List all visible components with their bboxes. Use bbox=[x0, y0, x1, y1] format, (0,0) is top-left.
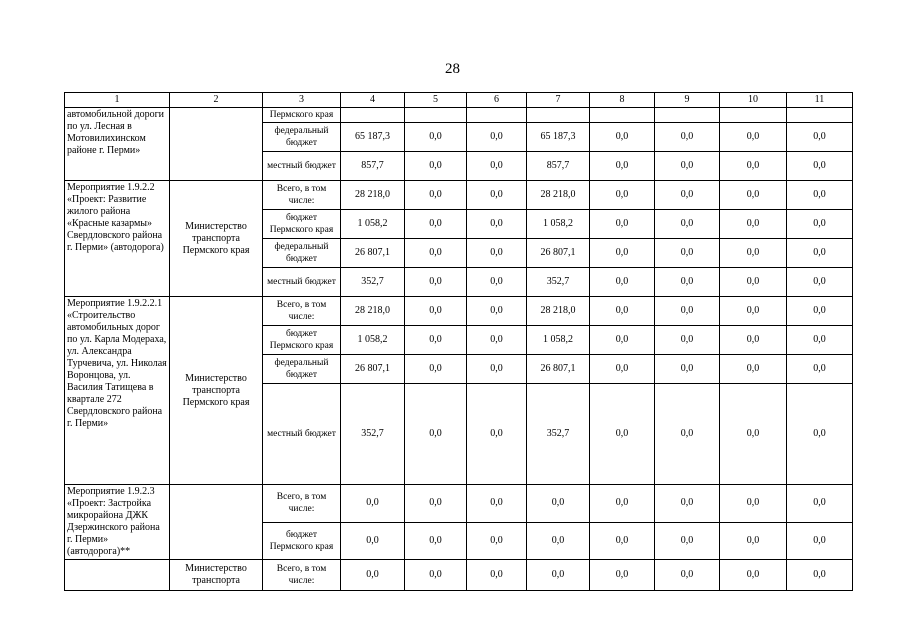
value-cell: 0,0 bbox=[655, 485, 720, 523]
value-cell: 0,0 bbox=[341, 485, 405, 523]
value-cell: 28 218,0 bbox=[341, 297, 405, 326]
responsible-executor: Министерство транспорта Пермского края bbox=[170, 181, 263, 297]
value-cell: 0,0 bbox=[720, 239, 787, 268]
value-cell: 0,0 bbox=[467, 210, 527, 239]
value-cell: 0,0 bbox=[405, 560, 467, 591]
value-cell: 0,0 bbox=[655, 326, 720, 355]
value-cell: 0,0 bbox=[467, 355, 527, 384]
value-cell: 0,0 bbox=[787, 560, 853, 591]
value-cell: 0,0 bbox=[405, 522, 467, 560]
funding-source: бюджет Пермского края bbox=[263, 210, 341, 239]
value-cell: 352,7 bbox=[527, 384, 590, 485]
funding-source: местный бюджет bbox=[263, 384, 341, 485]
value-cell: 0,0 bbox=[787, 210, 853, 239]
activity-name: Мероприятие 1.9.2.2 «Проект: Развитие жилого района «Красные казармы» Свердловского района г. Перми» (автодорога) bbox=[65, 181, 170, 297]
value-cell: 0,0 bbox=[787, 181, 853, 210]
value-cell: 0,0 bbox=[655, 123, 720, 152]
value-cell: 0,0 bbox=[720, 522, 787, 560]
value-cell: 0,0 bbox=[590, 355, 655, 384]
responsible-executor bbox=[170, 485, 263, 560]
value-cell: 0,0 bbox=[655, 181, 720, 210]
value-cell: 0,0 bbox=[590, 384, 655, 485]
value-cell: 0,0 bbox=[720, 268, 787, 297]
value-cell: 0,0 bbox=[720, 152, 787, 181]
value-cell: 0,0 bbox=[467, 152, 527, 181]
value-cell: 0,0 bbox=[467, 522, 527, 560]
responsible-executor: Министерство транспорта Пермского края bbox=[170, 297, 263, 485]
value-cell: 0,0 bbox=[787, 152, 853, 181]
value-cell bbox=[590, 108, 655, 123]
value-cell: 0,0 bbox=[720, 560, 787, 591]
budget-table bbox=[64, 92, 853, 591]
value-cell: 26 807,1 bbox=[527, 355, 590, 384]
value-cell: 0,0 bbox=[590, 123, 655, 152]
value-cell: 0,0 bbox=[405, 181, 467, 210]
value-cell: 0,0 bbox=[467, 384, 527, 485]
funding-source: местный бюджет bbox=[263, 152, 341, 181]
value-cell: 0,0 bbox=[655, 239, 720, 268]
funding-source: Всего, в том числе: bbox=[263, 181, 341, 210]
value-cell: 0,0 bbox=[405, 297, 467, 326]
table-row bbox=[65, 297, 853, 326]
value-cell: 0,0 bbox=[341, 522, 405, 560]
value-cell: 0,0 bbox=[787, 297, 853, 326]
value-cell: 0,0 bbox=[405, 152, 467, 181]
table-row bbox=[65, 181, 853, 210]
value-cell bbox=[527, 108, 590, 123]
value-cell: 0,0 bbox=[787, 326, 853, 355]
value-cell: 0,0 bbox=[590, 485, 655, 523]
value-cell: 0,0 bbox=[655, 522, 720, 560]
value-cell: 857,7 bbox=[341, 152, 405, 181]
value-cell: 0,0 bbox=[590, 268, 655, 297]
value-cell: 0,0 bbox=[787, 239, 853, 268]
value-cell bbox=[720, 108, 787, 123]
value-cell: 28 218,0 bbox=[527, 181, 590, 210]
value-cell: 0,0 bbox=[467, 181, 527, 210]
value-cell: 0,0 bbox=[405, 123, 467, 152]
value-cell: 0,0 bbox=[467, 485, 527, 523]
value-cell: 0,0 bbox=[405, 485, 467, 523]
funding-source: Всего, в том числе: bbox=[263, 297, 341, 326]
value-cell bbox=[405, 108, 467, 123]
value-cell: 0,0 bbox=[590, 239, 655, 268]
value-cell: 0,0 bbox=[405, 384, 467, 485]
value-cell bbox=[787, 108, 853, 123]
value-cell: 1 058,2 bbox=[527, 210, 590, 239]
value-cell: 0,0 bbox=[655, 152, 720, 181]
value-cell: 0,0 bbox=[720, 355, 787, 384]
value-cell: 0,0 bbox=[787, 522, 853, 560]
activity-name: Мероприятие 1.9.2.2.1 «Строительство автомобильных дорог по ул. Карла Модераха, ул. Александра Турчевича, ул. Николая Воронцова, ул. Василия Татищева в квартале 272 Свердловского района г. Перми» bbox=[65, 297, 170, 485]
value-cell: 0,0 bbox=[720, 384, 787, 485]
value-cell: 0,0 bbox=[590, 560, 655, 591]
value-cell: 0,0 bbox=[655, 560, 720, 591]
value-cell: 0,0 bbox=[787, 355, 853, 384]
value-cell: 0,0 bbox=[720, 297, 787, 326]
value-cell: 0,0 bbox=[787, 123, 853, 152]
value-cell: 0,0 bbox=[720, 485, 787, 523]
value-cell: 0,0 bbox=[720, 326, 787, 355]
header-cell: 6 bbox=[467, 93, 527, 108]
value-cell: 0,0 bbox=[405, 268, 467, 297]
value-cell: 352,7 bbox=[527, 268, 590, 297]
value-cell bbox=[341, 108, 405, 123]
table-row bbox=[65, 485, 853, 523]
funding-source: местный бюджет bbox=[263, 268, 341, 297]
value-cell: 1 058,2 bbox=[341, 326, 405, 355]
value-cell: 857,7 bbox=[527, 152, 590, 181]
value-cell: 0,0 bbox=[787, 268, 853, 297]
value-cell: 1 058,2 bbox=[341, 210, 405, 239]
header-cell: 5 bbox=[405, 93, 467, 108]
funding-source: федеральный бюджет bbox=[263, 239, 341, 268]
funding-source: бюджет Пермского края bbox=[263, 326, 341, 355]
responsible-executor: Министерство транспорта bbox=[170, 560, 263, 591]
funding-source: федеральный бюджет bbox=[263, 355, 341, 384]
value-cell: 0,0 bbox=[405, 210, 467, 239]
header-cell: 2 bbox=[170, 93, 263, 108]
value-cell: 0,0 bbox=[655, 384, 720, 485]
value-cell: 0,0 bbox=[720, 210, 787, 239]
value-cell: 0,0 bbox=[527, 560, 590, 591]
page-number: 28 bbox=[445, 61, 460, 77]
responsible-executor bbox=[170, 108, 263, 181]
funding-source: Всего, в том числе: bbox=[263, 485, 341, 523]
value-cell: 0,0 bbox=[655, 355, 720, 384]
value-cell: 0,0 bbox=[405, 239, 467, 268]
value-cell: 0,0 bbox=[590, 181, 655, 210]
value-cell: 0,0 bbox=[467, 268, 527, 297]
value-cell: 0,0 bbox=[720, 181, 787, 210]
funding-source: Всего, в том числе: bbox=[263, 560, 341, 591]
header-cell: 3 bbox=[263, 93, 341, 108]
value-cell: 0,0 bbox=[590, 152, 655, 181]
value-cell: 1 058,2 bbox=[527, 326, 590, 355]
value-cell: 0,0 bbox=[655, 297, 720, 326]
value-cell: 0,0 bbox=[655, 268, 720, 297]
header-row bbox=[65, 93, 853, 108]
value-cell: 0,0 bbox=[527, 522, 590, 560]
value-cell: 0,0 bbox=[405, 326, 467, 355]
value-cell: 0,0 bbox=[467, 326, 527, 355]
value-cell: 352,7 bbox=[341, 268, 405, 297]
funding-source: бюджет Пермского края bbox=[263, 522, 341, 560]
table-row bbox=[65, 560, 853, 591]
value-cell: 0,0 bbox=[341, 560, 405, 591]
value-cell: 0,0 bbox=[720, 123, 787, 152]
value-cell: 26 807,1 bbox=[341, 239, 405, 268]
value-cell: 0,0 bbox=[467, 239, 527, 268]
value-cell: 0,0 bbox=[405, 355, 467, 384]
value-cell: 0,0 bbox=[590, 210, 655, 239]
value-cell: 0,0 bbox=[467, 123, 527, 152]
value-cell: 0,0 bbox=[787, 485, 853, 523]
activity-name: автомобильной дороги по ул. Лесная в Мотовилихинском районе г. Перми» bbox=[65, 108, 170, 181]
value-cell: 28 218,0 bbox=[527, 297, 590, 326]
header-cell: 8 bbox=[590, 93, 655, 108]
value-cell bbox=[467, 108, 527, 123]
funding-source: федеральный бюджет bbox=[263, 123, 341, 152]
value-cell: 65 187,3 bbox=[341, 123, 405, 152]
header-cell: 7 bbox=[527, 93, 590, 108]
value-cell: 0,0 bbox=[467, 297, 527, 326]
activity-name: Мероприятие 1.9.2.3 «Проект: Застройка микрорайона ДЖК Дзержинского района г. Перми» (автодорога)** bbox=[65, 485, 170, 560]
value-cell: 0,0 bbox=[590, 326, 655, 355]
value-cell: 352,7 bbox=[341, 384, 405, 485]
value-cell: 0,0 bbox=[467, 560, 527, 591]
table-row bbox=[65, 108, 853, 123]
value-cell: 0,0 bbox=[590, 522, 655, 560]
header-cell: 1 bbox=[65, 93, 170, 108]
activity-name bbox=[65, 560, 170, 591]
value-cell: 28 218,0 bbox=[341, 181, 405, 210]
value-cell bbox=[655, 108, 720, 123]
header-cell: 11 bbox=[787, 93, 853, 108]
funding-source: Пермского края bbox=[263, 108, 341, 123]
header-cell: 10 bbox=[720, 93, 787, 108]
value-cell: 26 807,1 bbox=[341, 355, 405, 384]
header-cell: 9 bbox=[655, 93, 720, 108]
value-cell: 0,0 bbox=[590, 297, 655, 326]
value-cell: 0,0 bbox=[655, 210, 720, 239]
value-cell: 0,0 bbox=[787, 384, 853, 485]
header-cell: 4 bbox=[341, 93, 405, 108]
value-cell: 65 187,3 bbox=[527, 123, 590, 152]
value-cell: 26 807,1 bbox=[527, 239, 590, 268]
value-cell: 0,0 bbox=[527, 485, 590, 523]
